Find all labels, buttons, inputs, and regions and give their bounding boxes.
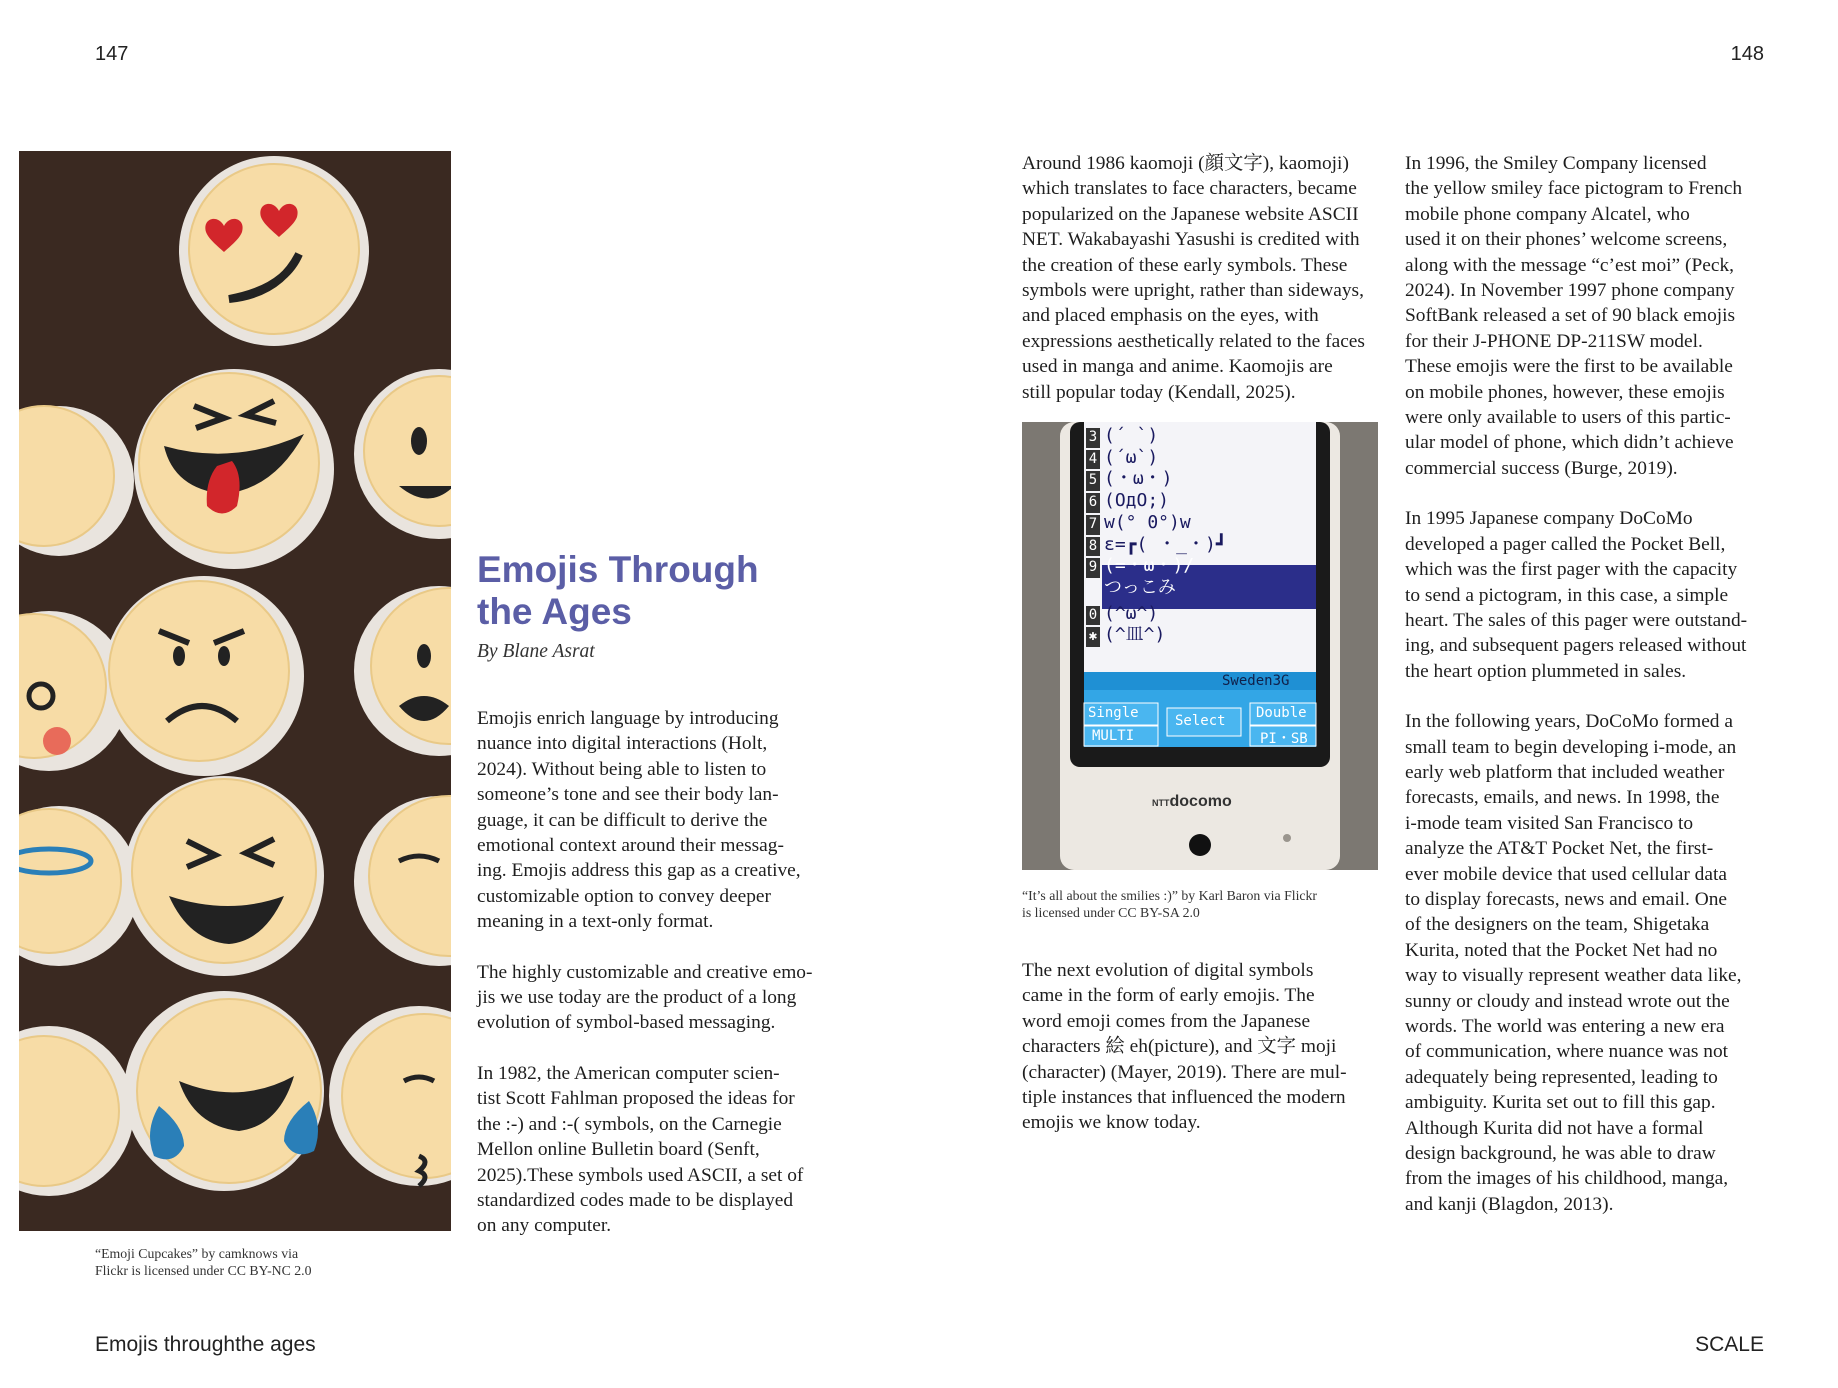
kaomoji-row bbox=[1086, 513, 1316, 535]
kaomoji-text: (^皿^) bbox=[1104, 624, 1166, 646]
kaomoji-text: (・ω・) bbox=[1104, 468, 1173, 490]
phone-photo bbox=[1022, 422, 1378, 870]
phone-softkey-multi: MULTI bbox=[1092, 728, 1135, 744]
paragraph-fahlman: In 1982, the American computer scien- tist Scott Fahlman proposed the ideas for the :-) and :-( symbols, on the Carnegie Mellon online Bulletin board (Senft, 2025).These symbols used ASCII, a set of standardized codes made to be displayed on any computer. bbox=[477, 1062, 804, 1237]
kaomoji-row bbox=[1086, 491, 1316, 513]
phone-softkey-double: Double bbox=[1256, 705, 1307, 721]
paragraph-smiley-company: In 1996, the Smiley Company licensed the yellow smiley face pictogram to French mobile phone company Alcatel, who used it on their phones’ welcome screens, along with the message “c’est moi” (Peck, 2024). In November 1997 phone company SoftBank released a set of 90 black emojis for their J-PHONE DP-211SW model. These emojis were the first to be available on mobile phones, however, these emojis were only available to users of this partic- ular model of phone, which didn’t achieve commercial success (Burge, 2019). bbox=[1405, 153, 1743, 479]
footer-section-title: Emojis throughthe ages bbox=[95, 1333, 316, 1356]
kaomoji-text: つっこみ bbox=[1104, 576, 1176, 598]
kaomoji-text: (^ω^) bbox=[1104, 602, 1159, 624]
kaomoji-key: 0 bbox=[1086, 606, 1100, 626]
kaomoji-row bbox=[1086, 604, 1316, 626]
docomo-logo bbox=[1152, 793, 1232, 811]
page-number-right: 148 bbox=[1730, 43, 1764, 65]
paragraph-kaomoji: Around 1986 kaomoji (顔文字), kaomoji) which translates to face characters, became popularized on the Japanese website ASCII NET. Wakabayashi Yasushi is credited with the creation of these early symbols. These symbols were upright, rather than sideways, and placed emphasis on the eyes, with expressions aesthetically related to the faces used in manga and anime. Kaomojis are still popular today (Kendall, 2025). bbox=[1022, 153, 1365, 403]
kaomoji-key: 8 bbox=[1086, 537, 1100, 557]
emoji-cupcakes-illustration bbox=[19, 151, 451, 1231]
docomo-logo-prefix: NTT bbox=[1152, 798, 1170, 808]
paragraph-intro: Emojis enrich language by introducing nuance into digital interactions (Holt, 2024). Without being able to listen to someone’s tone and see their body lan- guage, it can be difficult to derive the emotional context around their messag- ing. Emojis address this gap as a creative, customizable option to convey deeper meaning in a text-only format. bbox=[477, 708, 801, 933]
phone-softkey-select: Select bbox=[1175, 713, 1226, 729]
paragraph-evolution: The highly customizable and creative emo- jis we use today are the product of a long evolution of symbol-based messaging. bbox=[477, 961, 813, 1034]
docomo-logo-word: docomo bbox=[1169, 793, 1232, 810]
article-title: Emojis Through the Ages bbox=[477, 549, 759, 632]
kaomoji-key: 7 bbox=[1086, 515, 1100, 535]
article-byline: By Blane Asrat bbox=[477, 641, 595, 662]
kaomoji-row-selected-label bbox=[1086, 578, 1316, 598]
kaomoji-row bbox=[1086, 535, 1316, 557]
phone-softkey-pisb: PI・SB bbox=[1260, 731, 1308, 747]
kaomoji-key: 4 bbox=[1086, 450, 1100, 470]
paragraph-i-mode: In the following years, DoCoMo formed a small team to begin developing i-mode, an early web platform that included weather forecasts, emails, and news. In 1998, the i-mode team visited San Francisco to analyze the AT&T Pocket Net, the first- ever mobile device that used cellular data to display forecasts, news and email. One of the designers on the team, Shigetaka Kurita, noted that the Pocket Net had no way to visually represent weather data like, sunny or cloudy and instead wrote out the words. The world was entering a new era of communication, where nuance was not adequately being represented, leading to ambiguity. Kurita set out to fill this gap. Although Kurita did not have a formal design background, he was able to draw from the images of his childhood, manga, and kanji (Blagdon, 2013). bbox=[1405, 711, 1742, 1215]
paragraph-emoji-origin: The next evolution of digital symbols came in the form of early emojis. The word emoji comes from the Japanese characters 絵 eh(picture), and 文字 moji (character) (Mayer, 2019). There are mul- tiple instances that influenced the modern emojis we know today. bbox=[1022, 960, 1347, 1134]
column-2-top bbox=[1022, 151, 1382, 405]
kaomoji-key: 9 bbox=[1086, 558, 1100, 578]
kaomoji-row bbox=[1086, 469, 1316, 491]
kaomoji-key: 6 bbox=[1086, 493, 1100, 513]
kaomoji-text: (´ω`) bbox=[1104, 446, 1159, 468]
kaomoji-row-selected bbox=[1086, 556, 1316, 578]
cupcakes-photo-caption: “Emoji Cupcakes” by camknows via Flickr is licensed under CC BY-NC 2.0 bbox=[95, 1246, 312, 1278]
emoji-cupcakes-photo bbox=[19, 151, 451, 1231]
kaomoji-key: ✱ bbox=[1086, 627, 1100, 647]
column-3 bbox=[1405, 151, 1805, 1217]
kaomoji-text: ε=┏( ・_・)┛ bbox=[1104, 533, 1227, 555]
kaomoji-row bbox=[1086, 448, 1316, 470]
footer-publication-name: SCALE bbox=[1695, 1333, 1764, 1356]
kaomoji-row bbox=[1086, 426, 1316, 448]
kaomoji-key: 3 bbox=[1086, 428, 1100, 448]
kaomoji-text: (´ `) bbox=[1104, 425, 1159, 446]
page-number-left: 147 bbox=[95, 43, 129, 65]
phone-network-label: Sweden3G bbox=[1222, 673, 1290, 689]
kaomoji-text: w(° 0°)w bbox=[1104, 511, 1191, 533]
kaomoji-text: (ОдО;) bbox=[1104, 490, 1170, 512]
column-1 bbox=[477, 706, 857, 1239]
column-2-bottom bbox=[1022, 958, 1382, 1136]
kaomoji-key: 5 bbox=[1086, 471, 1100, 491]
phone-softkey-single: Single bbox=[1088, 705, 1139, 721]
phone-photo-caption: “It’s all about the smilies :)” by Karl Baron via Flickr is licensed under CC BY-SA 2.0 bbox=[1022, 888, 1318, 920]
paragraph-pocket-bell: In 1995 Japanese company DoCoMo developed a pager called the Pocket Bell, which was the first pager with the capacity to send a pictogram, in this case, a simple heart. The sales of this pager were outstand- ing, and subsequent pagers released without the heart option plummeted in sales. bbox=[1405, 508, 1748, 682]
kaomoji-text: (=・ω・)/ bbox=[1104, 555, 1195, 577]
kaomoji-row bbox=[1086, 625, 1316, 647]
phone-screen-list bbox=[1086, 422, 1316, 647]
